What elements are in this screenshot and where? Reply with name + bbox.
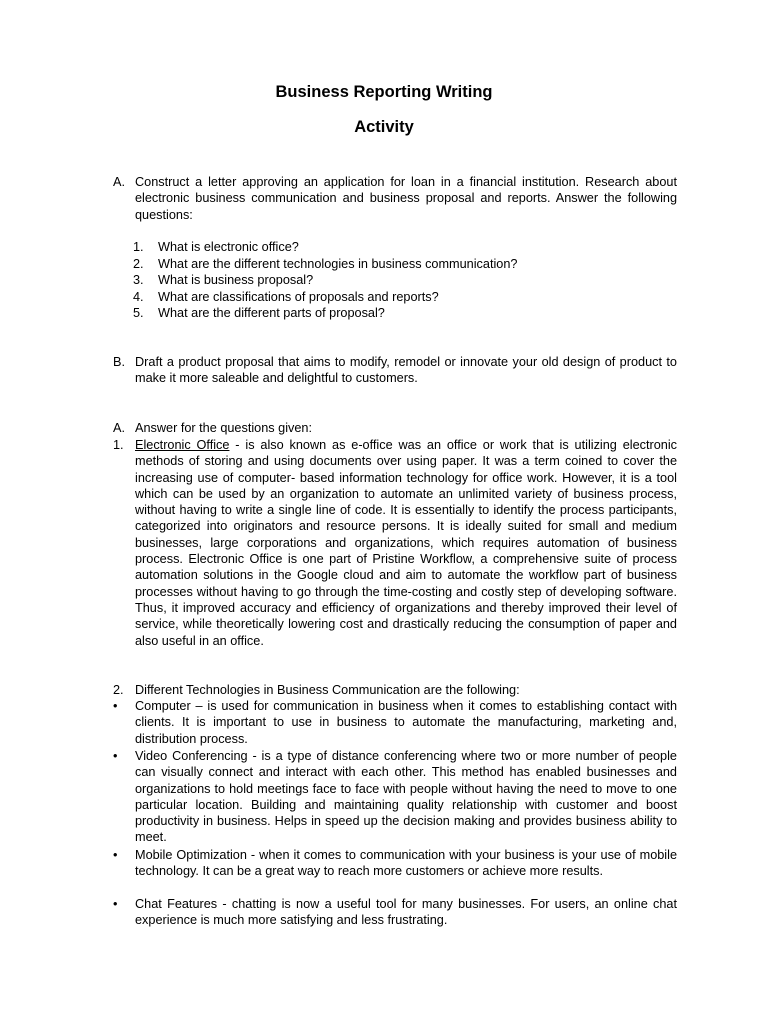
section-a-marker: A.: [113, 175, 125, 189]
question-number: 4.: [133, 289, 144, 304]
question-number: 5.: [133, 306, 144, 320]
answer-2: [113, 682, 677, 698]
electronic-office-term: Electronic Office: [135, 438, 230, 452]
question-text: What is electronic office?: [158, 240, 299, 254]
list-item: [133, 239, 633, 256]
question-number: 3.: [133, 273, 144, 287]
answer-2-text: Different Technologies in Business Communication are the following:: [135, 683, 520, 697]
question-number: 1.: [133, 240, 144, 254]
section-a-text: Construct a letter approving an application for loan in a financial institution. Research about electronic business communication and business proposal and reports. Answer the following questions:: [135, 175, 677, 222]
answers-marker: A.: [113, 421, 125, 435]
bullet-mobile-optimization: [113, 847, 677, 880]
question-number: 2.: [133, 256, 144, 271]
answers-text: Answer for the questions given:: [135, 421, 313, 435]
bullet-text: Computer – is used for communication in business when it comes to establishing contact with clients. It is important to use in business to automate the manufacturing, marketing and, distribution process.: [135, 699, 677, 746]
list-item: [133, 305, 633, 322]
section-b-marker: B.: [113, 355, 125, 369]
bullet-text: Chat Features - chatting is now a useful tool for many businesses. For users, an online chat experience is much more satisfying and less frustrating.: [135, 897, 677, 928]
bullet-icon: •: [113, 897, 118, 911]
list-item: [133, 272, 633, 289]
answer-1-body: [135, 437, 677, 649]
question-list: [133, 239, 633, 322]
bullet-text: Video Conferencing - is a type of distance conferencing where two or more number of people can visually connect and interact with each other. This method has enabled businesses and organizations to hold meetings face to face with people without having the need to move to one particular location. Building and maintaining quality relationship with customer and boost productivity in business. Helps in speed up the decision making and provides business ability to meet.: [135, 749, 677, 845]
question-text: What is business proposal?: [158, 273, 314, 287]
document-title: Business Reporting Writing: [275, 83, 493, 101]
answer-1-number: 1.: [113, 438, 124, 452]
list-item: [133, 289, 633, 306]
bullet-text: Mobile Optimization - when it comes to communication with your business is your use of mobile technology. It can be a great way to reach more customers or achieve more results.: [135, 848, 677, 879]
bullet-icon: •: [113, 699, 118, 713]
bullet-icon: •: [113, 848, 118, 862]
question-text: What are classifications of proposals and reports?: [158, 289, 439, 304]
answer-1-text: - is also known as e-office was an office or work that is utilizing electronic methods of storing and using documents over using paper. It was a term coined to cover the increasing use of computer- based information technology for office work. However, it is a tool which can be used by an organization to automate an unlimited variety of business process, without having to write a single line of code. It is essentially to identify the process participants, categorized into originators and resource persons. It is ideally suited for small and medium businesses, large corporations and organizations, which requires automation of business process. Electronic Office is one part of Pristine Workflow, a comprehensive suite of process automation solutions in the Google cloud and aim to automate the workflow part of business processes without having to go through the time-costing and costly step of developing software. Thus, it improved accuracy and efficiency of organizations and thereby improved their level of service, while theoretically lowering cost and drastically reducing the consumption of paper and also useful in an office.: [135, 438, 678, 648]
answers-header: [113, 420, 677, 436]
bullet-icon: •: [113, 749, 118, 763]
answer-2-number: 2.: [113, 683, 124, 697]
question-text: What are the different technologies in business communication?: [158, 256, 518, 271]
section-a: [113, 174, 677, 223]
answer-1: [113, 437, 677, 649]
list-item: [133, 256, 633, 273]
bullet-computer: [113, 698, 677, 747]
section-b: [113, 354, 677, 387]
bullet-chat-features: [113, 896, 677, 929]
question-text: What are the different parts of proposal?: [158, 306, 385, 320]
section-b-text: Draft a product proposal that aims to modify, remodel or innovate your old design of product to make it more saleable and delightful to customers.: [135, 355, 677, 386]
bullet-video-conferencing: [113, 748, 677, 846]
document-subtitle: Activity: [354, 118, 414, 136]
